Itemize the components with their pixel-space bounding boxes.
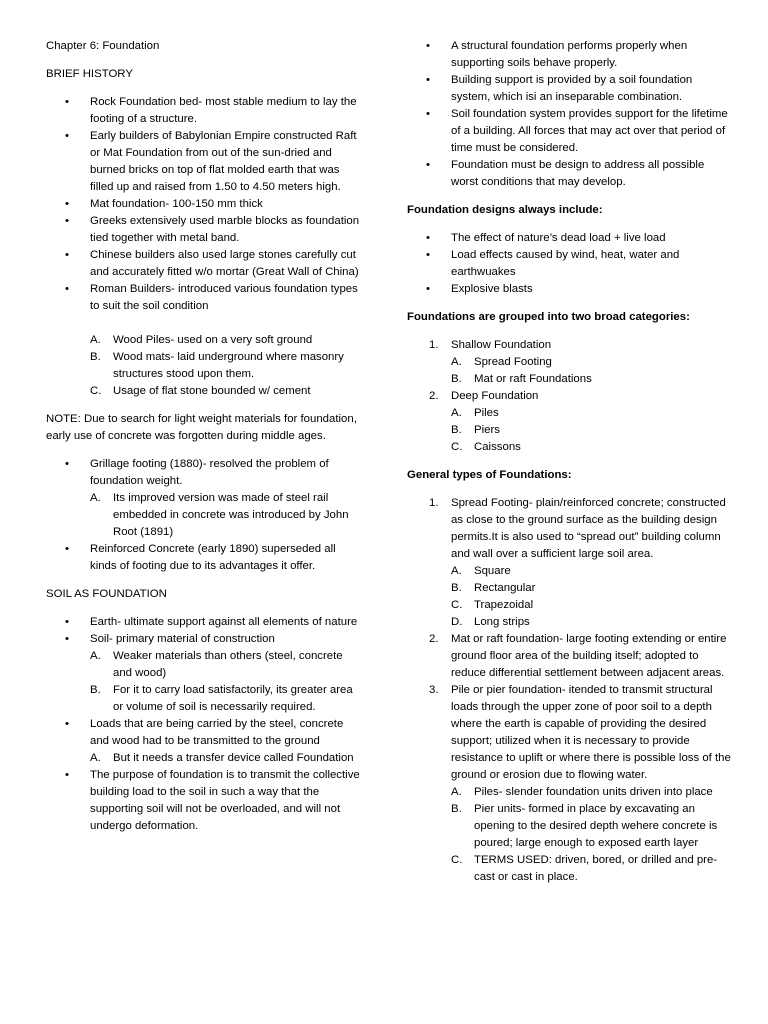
brief-history-heading: BRIEF HISTORY bbox=[46, 68, 133, 80]
list-item bbox=[46, 456, 364, 541]
list-text: Wood Piles- used on a very soft ground bbox=[113, 334, 313, 346]
list-text: Caissons bbox=[474, 441, 521, 453]
list-item bbox=[451, 354, 733, 371]
list-marker: A. bbox=[90, 334, 101, 346]
list-text: Spread Footing bbox=[474, 356, 552, 368]
list-item: • Early builders of Babylonian Empire constructed Raft or Mat Foundation from out of the sun-dried and burned bricks on top of flat molded earth that was filled up and raised from 1.50 to 4.50 meters high. bbox=[46, 128, 364, 196]
list-text: Square bbox=[474, 565, 511, 577]
category-sub-list bbox=[451, 405, 733, 456]
list-marker: A. bbox=[451, 356, 462, 368]
soil-heading: SOIL AS FOUNDATION bbox=[46, 588, 167, 600]
list-text: Rectangular bbox=[474, 582, 536, 594]
list-item: • Earth- ultimate support against all elements of nature bbox=[46, 614, 364, 631]
list-marker: 3. bbox=[429, 684, 439, 696]
list-item bbox=[46, 631, 364, 716]
list-text: Deep Foundation bbox=[451, 390, 539, 402]
right-column bbox=[407, 38, 733, 886]
list-item: • Roman Builders- introduced various foundation types to suit the soil condition bbox=[46, 281, 364, 315]
list-item: • Soil foundation system provides support for the lifetime of a building. All forces that may act over that period of time must be considered. bbox=[407, 106, 733, 157]
list-marker: B. bbox=[90, 351, 101, 363]
list-text: Piers bbox=[474, 424, 500, 436]
list-item bbox=[90, 750, 364, 767]
general-types-list bbox=[407, 495, 733, 886]
category-sub-list bbox=[451, 354, 733, 388]
list-marker: B. bbox=[451, 582, 462, 594]
grouped-heading: Foundations are grouped into two broad categories: bbox=[407, 311, 690, 323]
list-text: Pile or pier foundation- itended to transmit structural loads through the upper zone of poor soil to a depth where the earth is capable of providing the desired support; utilized when it is necessary to provide resistance to uplift or where there is possible loss of the ground or erosion due to flowing water. bbox=[451, 684, 731, 781]
list-item bbox=[451, 580, 733, 597]
list-item bbox=[46, 716, 364, 767]
list-item: • Reinforced Concrete (early 1890) superseded all kinds of footing due to its advantages it offer. bbox=[46, 541, 364, 575]
list-item bbox=[90, 383, 364, 400]
list-text: Piles- slender foundation units driven into place bbox=[474, 786, 713, 798]
list-marker: B. bbox=[451, 803, 462, 815]
list-text: Its improved version was made of steel rail embedded in concrete was introduced by John Root (1891) bbox=[113, 492, 349, 538]
list-marker: C. bbox=[451, 854, 463, 866]
list-item bbox=[90, 648, 364, 682]
list-marker: A. bbox=[451, 407, 462, 419]
loads-sub-list bbox=[90, 750, 364, 767]
list-text: Wood mats- laid underground where masonry structures stood upon them. bbox=[113, 351, 344, 380]
list-item bbox=[90, 332, 364, 349]
list-item: • Rock Foundation bed- most stable medium to lay the footing of a structure. bbox=[46, 94, 364, 128]
note-paragraph: NOTE: Due to search for light weight materials for foundation, early use of concrete was forgotten during middle ages. bbox=[46, 413, 357, 442]
list-item bbox=[451, 422, 733, 439]
list-marker: A. bbox=[451, 786, 462, 798]
list-text: Pier units- formed in place by excavating an opening to the desired depth wehere concrete is poured; large enough to exposed earth layer bbox=[474, 803, 718, 849]
list-marker: 2. bbox=[429, 390, 439, 402]
list-item bbox=[407, 337, 733, 388]
list-item: • Building support is provided by a soil foundation system, which isi an inseparable combination. bbox=[407, 72, 733, 106]
roman-sub-list bbox=[46, 332, 364, 400]
list-item: • Explosive blasts bbox=[407, 281, 733, 298]
list-item: • The effect of nature’s dead load + live load bbox=[407, 230, 733, 247]
list-marker: C. bbox=[451, 441, 463, 453]
list-item bbox=[90, 349, 364, 383]
list-item bbox=[90, 490, 364, 541]
history-list bbox=[46, 94, 364, 315]
list-marker: D. bbox=[451, 616, 463, 628]
list-marker: B. bbox=[451, 373, 462, 385]
grillage-list bbox=[46, 456, 364, 575]
top-list bbox=[407, 38, 733, 191]
list-item bbox=[90, 682, 364, 716]
list-item bbox=[451, 439, 733, 456]
list-text: Piles bbox=[474, 407, 499, 419]
list-text: Weaker materials than others (steel, concrete and wood) bbox=[113, 650, 343, 679]
list-item: • Mat foundation- 100-150 mm thick bbox=[46, 196, 364, 213]
list-item bbox=[451, 563, 733, 580]
general-sub-list bbox=[451, 784, 733, 886]
list-text: Loads that are being carried by the steel, concrete and wood had to be transmitted to the ground bbox=[90, 718, 344, 747]
list-marker: 1. bbox=[429, 497, 439, 509]
designs-heading: Foundation designs always include: bbox=[407, 204, 603, 216]
list-item: • Load effects caused by wind, heat, water and earthwuakes bbox=[407, 247, 733, 281]
list-text: Shallow Foundation bbox=[451, 339, 552, 351]
soil-sub-list bbox=[90, 648, 364, 716]
categories-list bbox=[407, 337, 733, 456]
list-item bbox=[451, 614, 733, 631]
general-sub-list bbox=[451, 563, 733, 631]
list-text: But it needs a transfer device called Foundation bbox=[113, 752, 354, 764]
list-item bbox=[451, 597, 733, 614]
list-item bbox=[407, 495, 733, 631]
list-marker: B. bbox=[451, 424, 462, 436]
list-item bbox=[451, 371, 733, 388]
list-text: Trapezoidal bbox=[474, 599, 534, 611]
general-heading: General types of Foundations: bbox=[407, 469, 572, 481]
list-marker: C. bbox=[451, 599, 463, 611]
list-marker: A. bbox=[90, 752, 101, 764]
list-text: For it to carry load satisfactorily, its greater area or volume of soil is necessarily required. bbox=[113, 684, 353, 713]
list-item bbox=[451, 784, 733, 801]
list-text: Mat or raft Foundations bbox=[474, 373, 592, 385]
list-marker: C. bbox=[90, 385, 102, 397]
list-marker: B. bbox=[90, 684, 101, 696]
list-marker: 1. bbox=[429, 339, 439, 351]
grillage-sub-list bbox=[90, 490, 364, 541]
list-item bbox=[407, 631, 733, 682]
list-marker: A. bbox=[451, 565, 462, 577]
list-text: Spread Footing- plain/reinforced concrete; constructed as close to the ground surface as the building design permits.It is also used to “spread out” building column and wall over a sufficient large soil area. bbox=[451, 497, 726, 560]
list-item bbox=[451, 852, 733, 886]
list-item bbox=[407, 388, 733, 456]
list-item: • Chinese builders also used large stones carefully cut and accurately fitted w/o mortar (Great Wall of China) bbox=[46, 247, 364, 281]
list-item bbox=[451, 405, 733, 422]
list-item: • The purpose of foundation is to transmit the collective building load to the soil in such a way that the supporting soil will not be overloaded, and will not undergo deformation. bbox=[46, 767, 364, 835]
list-item bbox=[407, 682, 733, 886]
list-text: Grillage footing (1880)- resolved the problem of foundation weight. bbox=[90, 458, 329, 487]
list-text: Usage of flat stone bounded w/ cement bbox=[113, 385, 311, 397]
list-marker: 2. bbox=[429, 633, 439, 645]
list-text: Mat or raft foundation- large footing extending or entire ground floor area of the building itself; adopted to reduce differential settlement between adjacent areas. bbox=[451, 633, 727, 679]
list-marker: A. bbox=[90, 650, 101, 662]
list-item: • Greeks extensively used marble blocks as foundation tied together with metal band. bbox=[46, 213, 364, 247]
list-text: Soil- primary material of construction bbox=[90, 633, 275, 645]
list-item: • Foundation must be design to address all possible worst conditions that may develop. bbox=[407, 157, 733, 191]
list-text: Long strips bbox=[474, 616, 530, 628]
list-item: • A structural foundation performs properly when supporting soils behave properly. bbox=[407, 38, 733, 72]
list-item bbox=[451, 801, 733, 852]
list-text: TERMS USED: driven, bored, or drilled and pre-cast or cast in place. bbox=[474, 854, 718, 883]
soil-list bbox=[46, 614, 364, 835]
left-column bbox=[46, 38, 364, 835]
designs-list bbox=[407, 230, 733, 298]
list-marker: A. bbox=[90, 492, 101, 504]
chapter-title: Chapter 6: Foundation bbox=[46, 40, 160, 52]
